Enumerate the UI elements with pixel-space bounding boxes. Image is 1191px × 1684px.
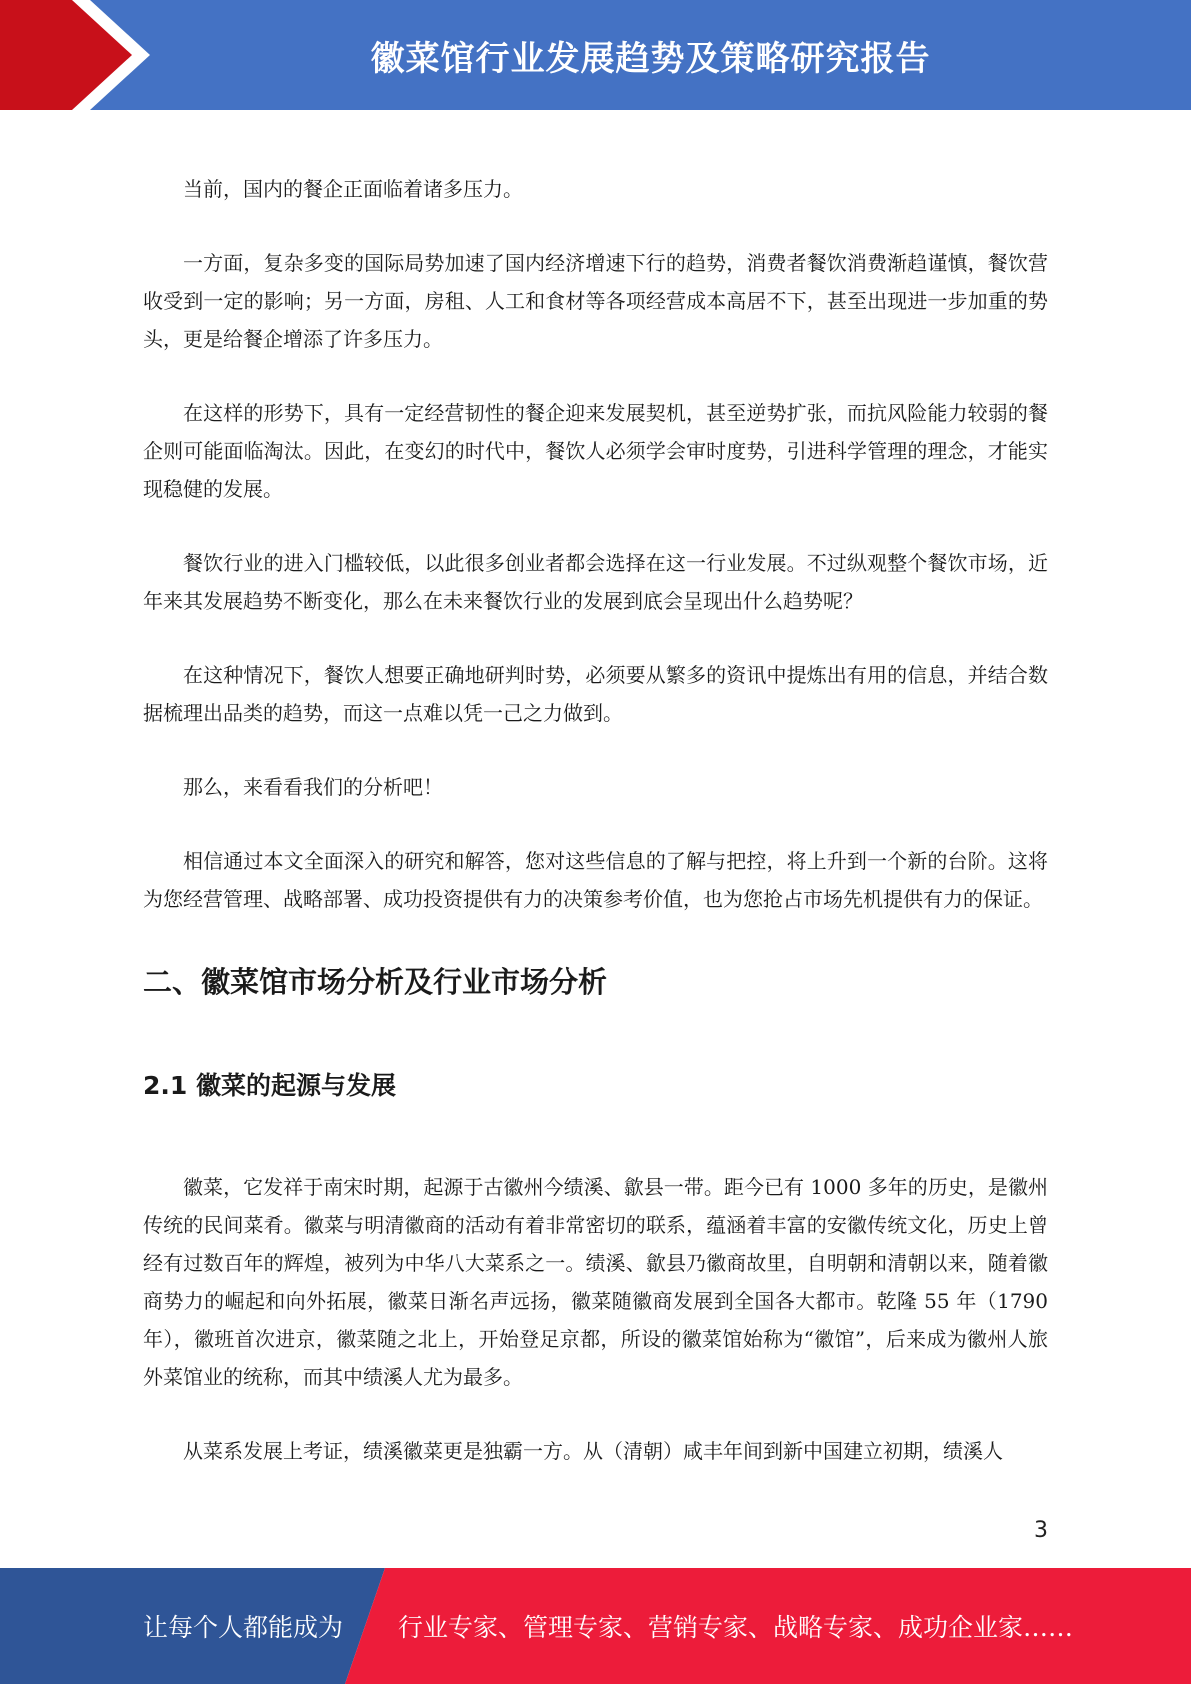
paragraph: 相信通过本文全面深入的研究和解答，您对这些信息的了解与把控，将上升到一个新的台阶。这将为您经营管理、战略部署、成功投资提供有力的决策参考价值，也为您抢占市场先机提供有力的保证。 bbox=[143, 849, 1048, 911]
main-content bbox=[143, 170, 1048, 1506]
section-heading: 二、徽菜馆市场分析及行业市场分析 bbox=[143, 965, 608, 999]
footer-slogan-right: 行业专家、管理专家、营销专家、战略专家、成功企业家…… bbox=[398, 1613, 1074, 1642]
paragraph: 在这种情况下，餐饮人想要正确地研判时势，必须要从繁多的资讯中提炼出有用的信息，并结合数据梳理出品类的趋势，而这一点难以凭一己之力做到。 bbox=[143, 663, 1048, 725]
subsection-heading: 2.1 徽菜的起源与发展 bbox=[143, 1071, 396, 1100]
paragraph: 餐饮行业的进入门槛较低，以此很多创业者都会选择在这一行业发展。不过纵观整个餐饮市场，近年来其发展趋势不断变化，那么在未来餐饮行业的发展到底会呈现出什么趋势呢？ bbox=[143, 551, 1048, 613]
paragraph: 从菜系发展上考证，绩溪徽菜更是独霸一方。从（清朝）咸丰年间到新中国建立初期，绩溪人 bbox=[183, 1439, 1003, 1463]
paragraph: 当前，国内的餐企正面临着诸多压力。 bbox=[183, 177, 523, 201]
red-chevron-decoration bbox=[0, 0, 160, 110]
page-number: 3 bbox=[1034, 1518, 1048, 1543]
page-header bbox=[0, 0, 1191, 110]
paragraph: 在这样的形势下，具有一定经营韧性的餐企迎来发展契机，甚至逆势扩张，而抗风险能力较弱的餐企则可能面临淘汰。因此，在变幻的时代中，餐饮人必须学会审时度势，引进科学管理的理念，才能实现稳健的发展。 bbox=[143, 401, 1048, 501]
footer-slogan-left: 让每个人都能成为 bbox=[143, 1613, 344, 1642]
paragraph: 一方面，复杂多变的国际局势加速了国内经济增速下行的趋势，消费者餐饮消费渐趋谨慎，餐饮营收受到一定的影响；另一方面，房租、人工和食材等各项经营成本高居不下，甚至出现进一步加重的势头，更是给餐企增添了许多压力。 bbox=[143, 251, 1048, 351]
page-footer bbox=[0, 1568, 1191, 1684]
paragraph: 徽菜，它发祥于南宋时期，起源于古徽州今绩溪、歙县一带。距今已有 1000 多年的历史，是徽州传统的民间菜肴。徽菜与明清徽商的活动有着非常密切的联系，蕴涵着丰富的安徽传统文化，历史上曾经有过数百年的辉煌，被列为中华八大菜系之一。绩溪、歙县乃徽商故里，自明朝和清朝以来，随着徽商势力的崛起和向外拓展，徽菜日渐名声远扬，徽菜随徽商发展到全国各大都市。乾隆 55 年（1790 年），徽班首次进京，徽菜随之北上，开始登足京都，所设的徽菜馆始称为“徽馆”，后来成为徽州人旅外菜馆业的统称，而其中绩溪人尤为最多。 bbox=[143, 1175, 1048, 1389]
paragraph: 那么，来看看我们的分析吧！ bbox=[183, 775, 443, 799]
report-title: 徽菜馆行业发展趋势及策略研究报告 bbox=[370, 38, 931, 79]
